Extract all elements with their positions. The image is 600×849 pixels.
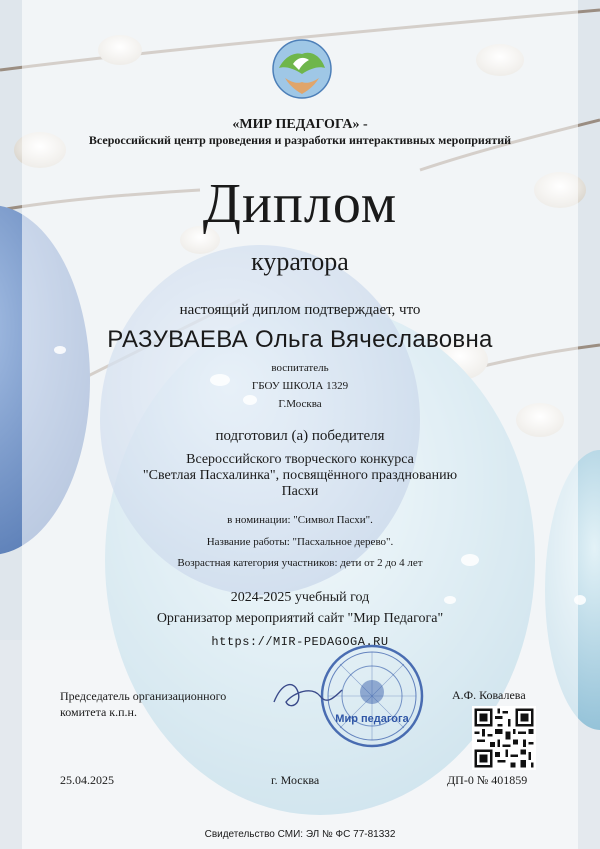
contest-line: Пасхи bbox=[281, 484, 319, 499]
diploma-subtitle: куратора bbox=[251, 247, 349, 276]
signature-icon bbox=[268, 672, 348, 718]
recipient-school: ГБОУ ШКОЛА 1329 bbox=[251, 380, 349, 392]
signer-name: А.Ф. Ковалева bbox=[452, 688, 526, 702]
organization-description: Всероссийский центр проведения и разработки интерактивных мероприятий bbox=[88, 133, 512, 147]
chair-title-line: комитета к.п.н. bbox=[60, 705, 137, 719]
age-category: Возрастная категория участников: дети от 2 до 4 лет bbox=[177, 557, 423, 569]
recipient-name: РАЗУВАЕВА Ольга Вячеславовна bbox=[107, 326, 493, 353]
prepared-text: подготовил (а) победителя bbox=[215, 428, 385, 444]
organization-name-dash: - bbox=[359, 117, 368, 132]
qr-code-icon[interactable] bbox=[472, 706, 536, 770]
chair-title-line: Председатель организационного bbox=[60, 689, 227, 703]
contest-line: Всероссийского творческого конкурса bbox=[186, 452, 414, 467]
nomination: в номинации: "Символ Пасхи". bbox=[227, 514, 373, 526]
organization-name-text: «МИР ПЕДАГОГА» bbox=[232, 117, 360, 132]
recipient-position: воспитатель bbox=[271, 362, 329, 374]
work-title: Название работы: "Пасхальное дерево". bbox=[206, 536, 394, 548]
website-link[interactable]: https://MIR-PEDAGOGA.RU bbox=[211, 635, 389, 649]
issue-place: г. Москва bbox=[271, 773, 320, 787]
world-hands-logo-icon bbox=[271, 38, 333, 100]
organizer: Организатор мероприятий сайт "Мир Педагога" bbox=[156, 611, 444, 626]
media-certificate: Свидетельство СМИ: ЭЛ № ФС 77-81332 bbox=[204, 829, 396, 840]
school-year: 2024-2025 учебный год bbox=[230, 590, 370, 605]
chair-title bbox=[60, 688, 226, 720]
document-number: ДП-0 № 401859 bbox=[447, 773, 528, 787]
seal-text: Мир педагога bbox=[335, 713, 409, 725]
contest-line: "Светлая Пасхалинка", посвящённого празднованию bbox=[142, 468, 458, 483]
recipient-city: Г.Москва bbox=[278, 398, 322, 410]
confirm-text: настоящий диплом подтверждает, что bbox=[179, 302, 421, 318]
issue-date: 25.04.2025 bbox=[60, 773, 114, 787]
contest-description bbox=[0, 452, 600, 500]
organization-name bbox=[0, 117, 600, 133]
diploma-title: Диплом bbox=[202, 173, 398, 235]
